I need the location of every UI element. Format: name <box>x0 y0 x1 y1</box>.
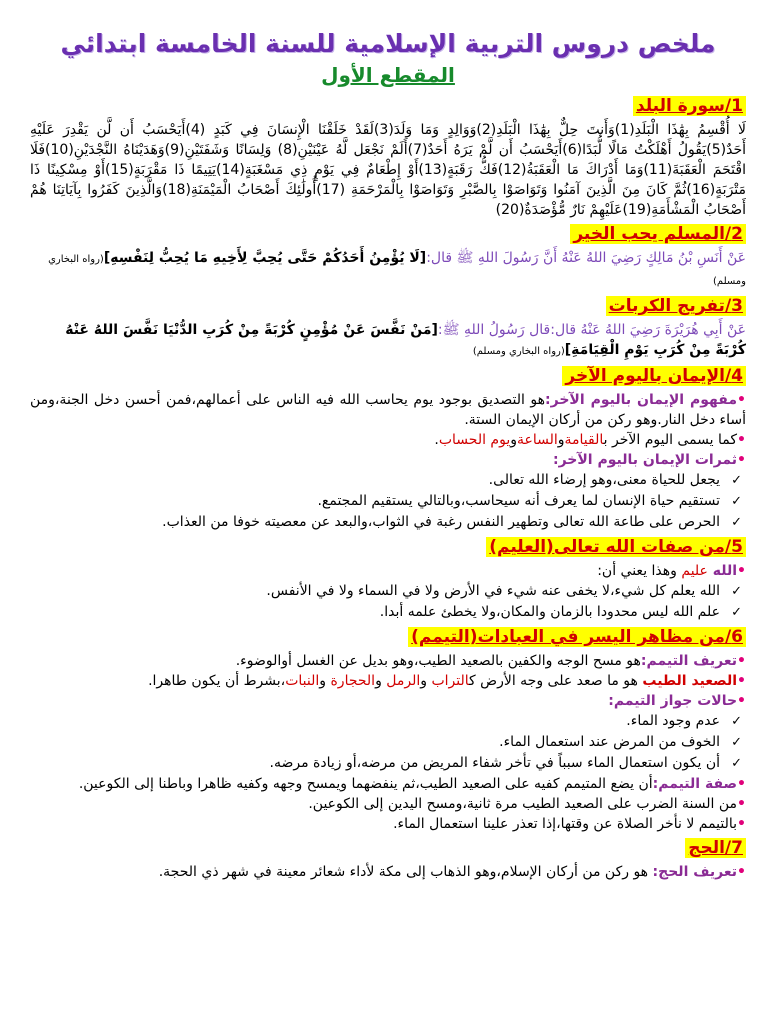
material-stones: الحجارة <box>330 673 376 689</box>
saeed-tayyib-label: الصعيد الطيب <box>642 673 738 689</box>
tayammum-rule <box>30 814 746 834</box>
hadith-source: (رواه البخاري ومسلم) <box>48 254 746 287</box>
tayammum-cases-label-text: حالات جواز التيمم: <box>608 693 738 709</box>
afterlife-names <box>30 430 746 450</box>
hajj-definition-text: هو ركن من أركان الإسلام،وهو الذهاب إلى مكة لأداء شعائر معينة في شهر ذي الحجة. <box>158 864 653 880</box>
alim-intro-rest: وهذا يعني أن: <box>597 563 682 579</box>
section-3-heading <box>30 294 746 318</box>
bullet-icon: • <box>737 452 746 468</box>
conjunction: و <box>319 673 331 689</box>
tayammum-definition-text: هو مسح الوجه والكفين بالصعيد الطيب،وهو بديل عن الغسل أوالوضوء. <box>235 653 641 669</box>
hadith-relief <box>30 320 746 362</box>
list-item: ✓ أن يكون استعمال الماء سبباً في تأخر شفاء المريض من مرضه،أو زيادة مرضه. <box>30 753 720 774</box>
period: . <box>434 432 439 448</box>
list-item: ✓ الخوف من المرض عند استعمال الماء. <box>30 732 720 753</box>
bullet-icon: • <box>737 392 746 408</box>
alim-points-list <box>30 581 746 623</box>
afterlife-name-hisab: يوم الحساب <box>438 432 511 448</box>
alim-intro <box>30 561 746 581</box>
tayammum-rule-text: بالتيمم لا نأخر الصلاة عن وقتها،إذا تعذر علينا استعمال الماء. <box>393 816 738 832</box>
afterlife-fruits-label-text: ثمرات الإيمان باليوم الآخر: <box>552 452 738 468</box>
afterlife-name-saa: الساعة <box>516 432 558 448</box>
page-title: ملخص دروس التربية الإسلامية للسنة الخامسة ابتدائي <box>60 29 716 58</box>
section-4-heading-text: 4/الإيمان باليوم الآخر <box>562 366 746 386</box>
afterlife-names-prefix: كما يسمى اليوم الآخر ب <box>603 432 738 448</box>
tayammum-sunnah <box>30 794 746 814</box>
section-7-heading-text: 7/الحج <box>685 838 746 858</box>
tayammum-description <box>30 774 746 794</box>
afterlife-name-qiyama: القيامة <box>564 432 604 448</box>
saeed-tayyib-definition <box>30 671 746 691</box>
bullet-icon: • <box>737 864 746 880</box>
list-item: ✓ الله يعلم كل شيء،لا يخفى عنه شيء في الأرض ولا في السماء ولا في الأنفس. <box>30 581 720 602</box>
material-soil: التراب <box>431 673 470 689</box>
bullet-icon: • <box>737 796 746 812</box>
list-item: ✓ الحرص على طاعة الله تعالى وتطهير النفس رغبة في الثواب،والبعد عن معصيته خوفا من العذاب. <box>30 512 720 533</box>
afterlife-fruits-label <box>30 450 746 470</box>
section-6-heading-text: 6/من مظاهر اليسر في العبادات(التيمم) <box>408 627 746 647</box>
afterlife-definition-text: هو التصديق بوجود يوم يحاسب الله فيه الناس على أعمالهم،فمن أحسن دخل الجنة،ومن أساء دخل النار.وهو ركن من أركان الإيمان الستة. <box>30 392 746 428</box>
hadith-narrator: عَنْ أَنَسِ بْنُ مَالِكٍ رَضِيَ اللهُ عَنْهُ أَنَّ رَسُولَ اللهِ ﷺ قال: <box>426 250 746 266</box>
unit-title-text: المقطع الأول <box>321 63 455 87</box>
section-4-heading <box>30 364 746 388</box>
afterlife-definition <box>30 390 746 430</box>
section-5-heading <box>30 535 746 559</box>
bullet-icon: • <box>737 693 746 709</box>
hadith-text: [لَا يُؤْمِنُ أَحَدُكُمْ حَتَّى يُحِبَّ لِأَخِيهِ مَا يُحِبُّ لِنَفْسِهِ] <box>103 250 427 266</box>
section-2-heading <box>30 222 746 246</box>
list-item: ✓ يجعل للحياة معنى،وهو إرضاء الله تعالى. <box>30 470 720 491</box>
bullet-icon: • <box>737 776 746 792</box>
section-7-heading <box>30 836 746 860</box>
afterlife-definition-label: مفهوم الإيمان باليوم الآخر: <box>545 392 738 408</box>
afterlife-fruits-list <box>30 470 746 533</box>
alim-word: عليم <box>681 563 708 579</box>
conjunction: و <box>510 432 517 448</box>
hadith-narrator: عَنْ أَبِي هُرَيْرَةَ رَضِيَ اللهُ عَنْهُ قال:قال رَسُولُ اللهِ ﷺ: <box>437 322 746 338</box>
unit-title <box>30 62 746 88</box>
tayammum-definition <box>30 651 746 671</box>
conjunction: و <box>375 673 387 689</box>
list-item: ✓ تستقيم حياة الإنسان لما يعرف أنه سيحاسب،وبالتالي يستقيم المجتمع. <box>30 491 720 512</box>
section-2-heading-text: 2/المسلم يحب الخير <box>570 224 746 244</box>
conjunction: و <box>420 673 432 689</box>
hadith-love-good <box>30 248 746 292</box>
bullet-icon: • <box>737 673 746 689</box>
tayammum-description-text: أن يضع المتيمم كفيه على الصعيد الطيب،ثم ينفضهما ويمسح وجهه وكفيه ظاهرا وباطنا إلى الكوعين. <box>78 776 653 792</box>
bullet-icon: • <box>737 432 746 448</box>
tayammum-sunnah-text: من السنة الضرب على الصعيد الطيب مرة ثانية،ومسح اليدين إلى الكوعين. <box>308 796 738 812</box>
surah-al-balad-text: لَا أُقْسِمُ بِهَٰذَا الْبَلَدِ(1)وَأَنتَ حِلٌّ بِهَٰذَا الْبَلَدِ(2)وَوَالِدٍ وَمَا وَلَدَ(3)لَقَدْ خَلَقْنَا الْإِنسَانَ فِي كَبَدٍ (4)أَيَحْسَبُ أَن لَّن يَقْدِرَ عَلَيْهِ أَحَدٌ(5)يَقُولُ أَهْلَكْتُ مَالًا لُّبَدًا(6)أَيَحْسَبُ أَن لَّمْ يَرَهُ أَحَدٌ(7)أَلَمْ نَجْعَل لَّهُ عَيْنَيْنِ(8) وَلِسَانًا وَشَفَتَيْنِ(9)وَهَدَيْنَاهُ النَّجْدَيْنِ(10)فَلَا اقْتَحَمَ الْعَقَبَةَ(11)وَمَا أَدْرَاكَ مَا الْعَقَبَةُ(12)فَكُّ رَقَبَةٍ(13)أَوْ إِطْعَامٌ فِي يَوْمٍ ذِي مَسْغَبَةٍ(14)يَتِيمًا ذَا مَقْرَبَةٍ(15)أَوْ مِسْكِينًا ذَا مَتْرَبَةٍ(16)ثُمَّ كَانَ مِنَ الَّذِينَ آمَنُوا وَتَوَاصَوْا بِالصَّبْرِ وَتَوَاصَوْا بِالْمَرْحَمَةِ (17)أُولَٰئِكَ أَصْحَابُ الْمَيْمَنَةِ(18)وَالَّذِينَ كَفَرُوا بِآيَاتِنَا هُمْ أَصْحَابُ الْمَشْأَمَةِ(19)عَلَيْهِمْ نَارٌ مُّؤْصَدَةٌ(20) <box>30 122 747 218</box>
conjunction: و <box>557 432 565 448</box>
hajj-definition <box>30 862 746 882</box>
bullet-icon: • <box>737 816 746 832</box>
section-1-heading <box>30 94 746 118</box>
saeed-tayyib-end: ،بشرط أن يكون طاهرا. <box>148 673 286 689</box>
bullet-icon: • <box>737 653 746 669</box>
hajj-definition-label: تعريف الحج: <box>652 864 738 880</box>
hadith-source: (رواه البخاري ومسلم) <box>472 346 565 357</box>
tayammum-definition-label: تعريف التيمم: <box>640 653 738 669</box>
saeed-tayyib-text: هو ما صعد على وجه الأرض ك <box>469 673 643 689</box>
section-1-heading-text: 1/سورة البلد <box>633 96 746 116</box>
allah-word: الله <box>707 563 738 579</box>
list-item: ✓ علم الله ليس محدودا بالزمان والمكان،ولا يخطئ علمه أبدا. <box>30 602 720 623</box>
list-item: ✓ عدم وجود الماء. <box>30 711 720 732</box>
material-sand: الرمل <box>386 673 421 689</box>
tayammum-cases-label <box>30 691 746 711</box>
bullet-icon: • <box>737 563 746 579</box>
section-6-heading <box>30 625 746 649</box>
section-5-heading-text: 5/من صفات الله تعالى(العليم) <box>486 537 746 557</box>
tayammum-description-label: صفة التيمم: <box>652 776 738 792</box>
tayammum-cases-list <box>30 711 746 774</box>
section-3-heading-text: 3/تفريج الكربات <box>606 296 746 316</box>
hadith-text: [مَنْ نَفَّسَ عَنْ مُؤْمِنٍ كُرْبَةً مِنْ كُرَبِ الدُّنْيَا نَفَّسَ اللهُ عَنْهُ كُرْبَةً مِنْ كُرَبِ يَوْمِ الْقِيَامَةِ] <box>65 322 746 358</box>
material-plants: النبات <box>285 673 320 689</box>
